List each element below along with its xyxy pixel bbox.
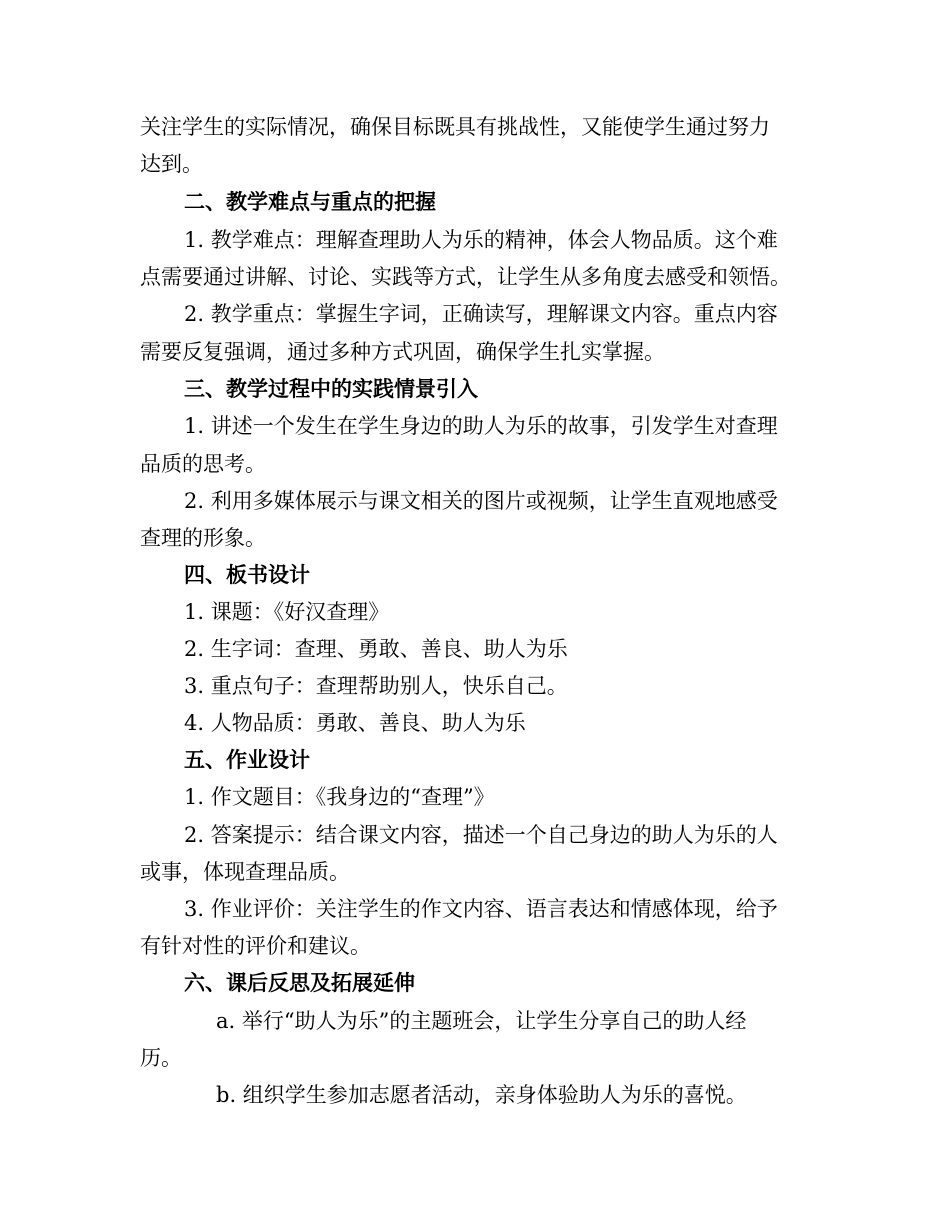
text-line: 1. 教学难点：理解查理助人为乐的精神，体会人物品质。这个难: [184, 228, 778, 252]
text-line: 3. 重点句子：查理帮助别人，快乐自己。: [184, 674, 568, 698]
text-line: 4. 人物品质：勇敢、善良、助人为乐: [184, 711, 526, 735]
text-line: 1. 讲述一个发生在学生身边的助人为乐的故事，引发学生对查理: [184, 414, 778, 438]
text-line: 关注学生的实际情况，确保目标既具有挑战性，又能使学生通过努力: [140, 115, 770, 139]
text-line: 或事，体现查理品质。: [140, 860, 350, 884]
text-line: 2. 答案提示：结合课文内容，描述一个自己身边的助人为乐的人: [184, 823, 778, 847]
section-heading: 四、板书设计: [184, 563, 310, 587]
section-heading: 六、课后反思及拓展延伸: [184, 971, 415, 995]
text-line: 2. 利用多媒体展示与课文相关的图片或视频，让学生直观地感受: [184, 489, 778, 513]
text-line: 点需要通过讲解、讨论、实践等方式，让学生从多角度去感受和领悟。: [140, 265, 791, 289]
text-line: 查理的形象。: [140, 526, 266, 550]
text-line: 需要反复强调，通过多种方式巩固，确保学生扎实掌握。: [140, 340, 665, 364]
text-line: 2. 教学重点：掌握生字词，正确读写，理解课文内容。重点内容: [184, 302, 778, 326]
text-line: 1. 课题：《好汉查理》: [184, 600, 390, 624]
text-line: 1. 作文题目：《我身边的“查理”》: [184, 785, 495, 809]
text-line: b. 组织学生参加志愿者活动，亲身体验助人为乐的喜悦。: [216, 1083, 747, 1107]
section-heading: 五、作业设计: [184, 748, 310, 772]
text-line: 历。: [140, 1046, 182, 1070]
section-heading: 二、教学难点与重点的把握: [184, 190, 436, 214]
text-line: a. 举行“助人为乐”的主题班会，让学生分享自己的助人经: [216, 1009, 747, 1033]
text-line: 品质的思考。: [140, 452, 266, 476]
section-heading: 三、教学过程中的实践情景引入: [184, 377, 478, 401]
text-line: 2. 生字词：查理、勇敢、善良、助人为乐: [184, 637, 568, 661]
text-line: 3. 作业评价：关注学生的作文内容、语言表达和情感体现，给予: [184, 897, 778, 921]
text-line: 达到。: [140, 152, 203, 176]
text-line: 有针对性的评价和建议。: [140, 934, 371, 958]
